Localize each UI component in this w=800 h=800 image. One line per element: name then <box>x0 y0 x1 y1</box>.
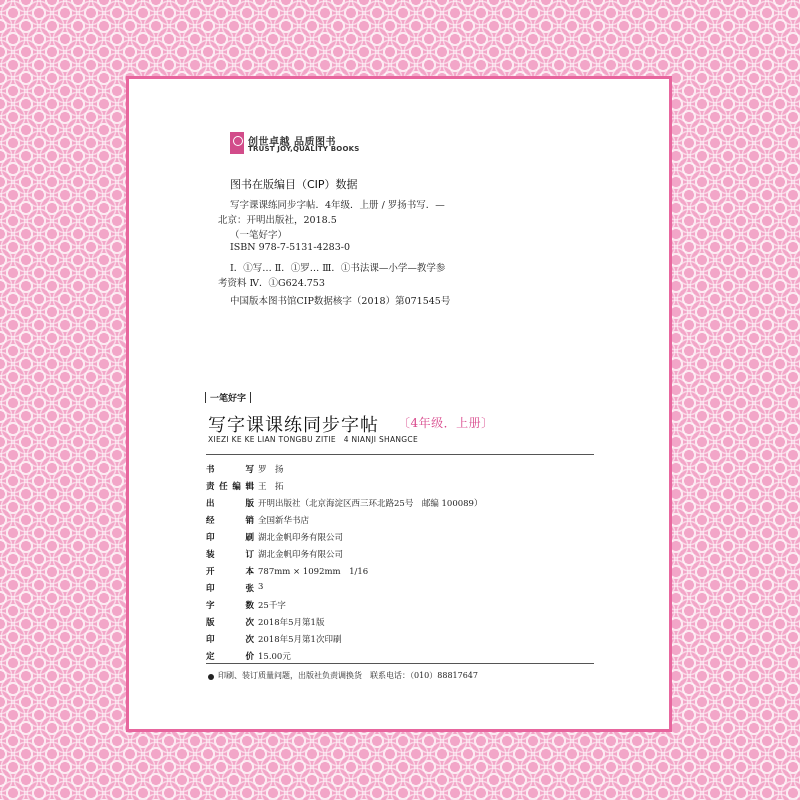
label-char: 经 <box>206 516 215 526</box>
label-char: 开 <box>206 567 215 577</box>
divider <box>206 454 594 455</box>
publication-row-label <box>206 616 254 628</box>
publication-row-value: 3 <box>258 582 264 592</box>
label-char: 责 <box>206 482 215 492</box>
publication-row-value: 2018年5月第1次印刷 <box>258 635 342 645</box>
publication-row-label <box>206 599 254 611</box>
publisher-logo-icon <box>230 132 244 154</box>
label-char: 本 <box>245 567 254 577</box>
quality-notice: 印刷、装订质量问题，出版社负责调换货 联系电话：（010）88817647 <box>218 671 478 680</box>
publication-row-value: 湖北金帆印务有限公司 <box>258 533 344 543</box>
label-char: 销 <box>245 516 254 526</box>
publication-row-label <box>206 633 254 645</box>
publication-row-label <box>206 497 254 509</box>
cip-line: （一笔好字） <box>230 230 288 241</box>
publication-row-label <box>206 480 254 492</box>
publication-row <box>206 480 606 495</box>
label-char: 字 <box>206 601 215 611</box>
grade-label: 〔4年级．上册〕 <box>398 416 494 430</box>
publication-row <box>206 616 606 631</box>
label-char: 价 <box>245 652 254 662</box>
label-char: 印 <box>206 533 215 543</box>
cip-line: 北京：开明出版社，2018.5 <box>218 215 337 226</box>
label-char: 版 <box>245 499 254 509</box>
publication-row-label <box>206 650 254 662</box>
publication-row-value: 开明出版社（北京海淀区西三环北路25号 邮编 100089） <box>258 499 483 509</box>
publication-row-value: 2018年5月第1版 <box>258 618 325 628</box>
publication-row-value: 25千字 <box>258 601 286 611</box>
book-title: 写字课课练同步字帖 <box>208 415 379 436</box>
label-char: 订 <box>245 550 254 560</box>
label-char: 定 <box>206 652 215 662</box>
publication-row-label <box>206 514 254 526</box>
publication-row-label <box>206 565 254 577</box>
publication-row <box>206 531 606 546</box>
label-char: 印 <box>206 584 215 594</box>
publication-row-value: 罗 扬 <box>258 465 284 475</box>
cip-line: 写字课课练同步字帖．4年级．上册 / 罗扬书写．— <box>230 200 445 211</box>
book-title-pinyin: XIEZI KE KE LIAN TONGBU ZITIE 4 NIANJI SHANGCE <box>208 435 418 444</box>
publication-row-value: 王 拓 <box>258 482 284 492</box>
label-char: 次 <box>245 618 254 628</box>
publication-row <box>206 514 606 529</box>
label-char: 写 <box>245 465 254 475</box>
publication-row-label <box>206 531 254 543</box>
label-char: 印 <box>206 635 215 645</box>
publication-row <box>206 548 606 563</box>
publication-row-label <box>206 463 254 475</box>
publication-row <box>206 463 606 478</box>
label-char: 版 <box>206 618 215 628</box>
label-char: 刷 <box>245 533 254 543</box>
publisher-logo-en: TRUST JOY,QUALITY BOOKS <box>248 145 360 153</box>
label-char: 装 <box>206 550 215 560</box>
cip-title: 图书在版编目（CIP）数据 <box>230 178 358 191</box>
publication-row <box>206 599 606 614</box>
label-char: 辑 <box>245 482 254 492</box>
divider <box>206 663 594 664</box>
publication-row <box>206 633 606 648</box>
publisher-logo-cn: 创世卓越 品质图书 <box>248 137 336 148</box>
publication-row <box>206 582 606 597</box>
label-char: 出 <box>206 499 215 509</box>
cip-line: 考资料 Ⅳ．①G624.753 <box>218 278 325 289</box>
copyright-page <box>134 84 664 724</box>
label-char: 张 <box>245 584 254 594</box>
publication-row-label <box>206 548 254 560</box>
series-name: 一笔好字 <box>210 391 246 404</box>
publication-row <box>206 565 606 580</box>
publication-row-label <box>206 582 254 594</box>
publication-row-value: 787mm × 1092mm 1/16 <box>258 567 369 577</box>
cip-line: 中国版本图书馆CIP数据核字（2018）第071545号 <box>230 296 451 307</box>
cip-line: ISBN 978-7-5131-4283-0 <box>230 242 350 253</box>
bullet-icon <box>208 674 214 680</box>
label-char: 次 <box>245 635 254 645</box>
label-char: 书 <box>206 465 215 475</box>
publication-row-value: 全国新华书店 <box>258 516 310 526</box>
cip-line: Ⅰ．①写… Ⅱ．①罗… Ⅲ．①书法课—小学—教学参 <box>230 263 446 274</box>
publication-row-value: 湖北金帆印务有限公司 <box>258 550 344 560</box>
label-char: 编 <box>232 482 241 492</box>
label-char: 任 <box>219 482 228 492</box>
publication-row-value: 15.00元 <box>258 652 291 662</box>
label-char: 数 <box>245 601 254 611</box>
publication-row <box>206 497 606 512</box>
